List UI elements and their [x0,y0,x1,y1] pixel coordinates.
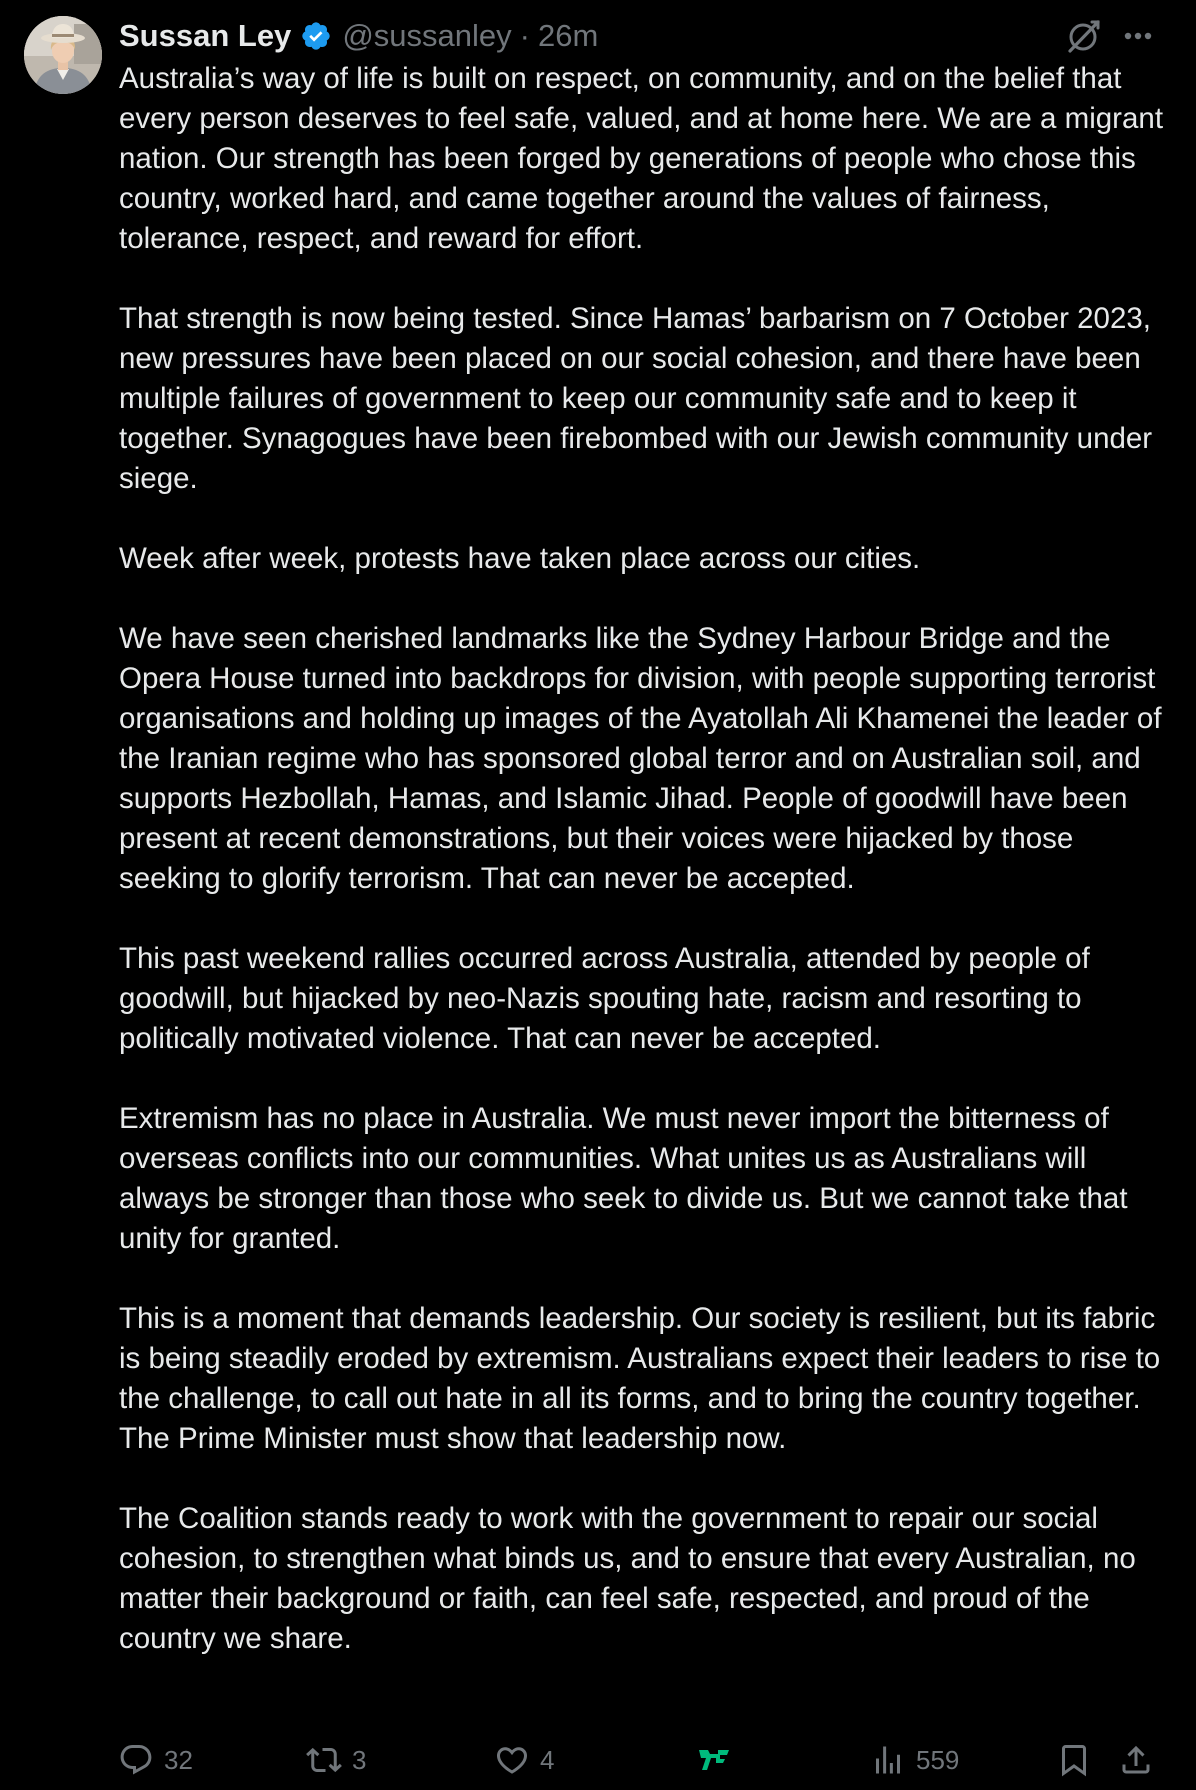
reply-count: 32 [164,1744,193,1775]
bookmark-icon [1056,1742,1092,1778]
tweet-paragraph: The Coalition stands ready to work with the government to repair our social cohesion, to strengthen what binds us, and to ensure that every Australian, no matter their background or faith, can feel safe, respected, and proud of the country we share. [119,1502,1136,1655]
views-icon [870,1742,906,1778]
tweet-text [119,59,1171,1659]
repost-button[interactable] [306,1738,366,1782]
author-display-name[interactable]: Sussan Ley [119,18,292,53]
avatar[interactable] [24,16,102,94]
more-icon[interactable] [1118,16,1158,56]
promote-button[interactable] [696,1738,732,1782]
avatar-image [24,16,102,94]
share-button[interactable] [1118,1738,1154,1782]
tweet-paragraph: This is a moment that demands leadership. Our society is resilient, but its fabric is being steadily eroded by extremism. Australians expect their leaders to rise to the challenge, to call out hate in all its forms, and to bring the country together. The Prime Minister must show that leadership now. [119,1302,1161,1455]
post-time[interactable]: 26m [537,18,599,53]
views-button[interactable] [870,1738,959,1782]
heart-icon [494,1742,530,1778]
tweet-paragraph: We have seen cherished landmarks like the Sydney Harbour Bridge and the Opera House turned into backdrops for division, with people supporting terrorist organisations and holding up images of the Ayatollah Ali Khamenei the leader of the Iranian regime who has sponsored global terror and on Australian soil, and supports Hezbollah, Hamas, and Islamic Jihad. People of goodwill have been present at recent demonstrations, but their voices were hijacked by those seeking to glorify terrorism. That can never be accepted. [119,622,1162,895]
views-count: 559 [916,1744,960,1775]
header-separator: · [519,18,530,53]
author-handle[interactable]: @sussanley [342,18,512,53]
action-bar [0,1738,1196,1782]
reply-icon [118,1742,154,1778]
tweet-paragraph: Week after week, protests have taken place across our cities. [119,542,921,575]
bookmark-button[interactable] [1056,1738,1092,1782]
tweet-paragraph: Australia’s way of life is built on respect, on community, and on the belief that every person deserves to feel safe, valued, and at home here. We are a migrant nation. Our strength has been forged by generations of people who chose this country, worked hard, and came together around the values of fairness, tolerance, respect, and reward for effort. [119,62,1164,255]
like-count: 4 [540,1744,555,1775]
tweet-header [119,14,598,58]
tweet-paragraph: Extremism has no place in Australia. We must never import the bitterness of overseas conflicts into our communities. What unites us as Australians will always be stronger than those who seek to divide us. But we cannot take that unity for granted. [119,1102,1128,1255]
reply-button[interactable] [118,1738,193,1782]
repost-icon [306,1742,342,1778]
promote-icon [696,1742,732,1778]
verified-badge-icon [300,20,332,52]
tweet-paragraph: That strength is now being tested. Since Hamas’ barbarism on 7 October 2023, new pressures have been placed on our social cohesion, and there have been multiple failures of government to keep our community safe and to keep it together. Synagogues have been firebombed with our Jewish community under siege. [119,302,1153,495]
share-icon [1118,1742,1154,1778]
tweet-paragraph: This past weekend rallies occurred across Australia, attended by people of goodwill, but hijacked by neo-Nazis spouting hate, racism and resorting to politically motivated violence. That can never be accepted. [119,942,1090,1055]
repost-count: 3 [352,1744,367,1775]
like-button[interactable] [494,1738,554,1782]
grok-icon[interactable] [1064,16,1104,56]
